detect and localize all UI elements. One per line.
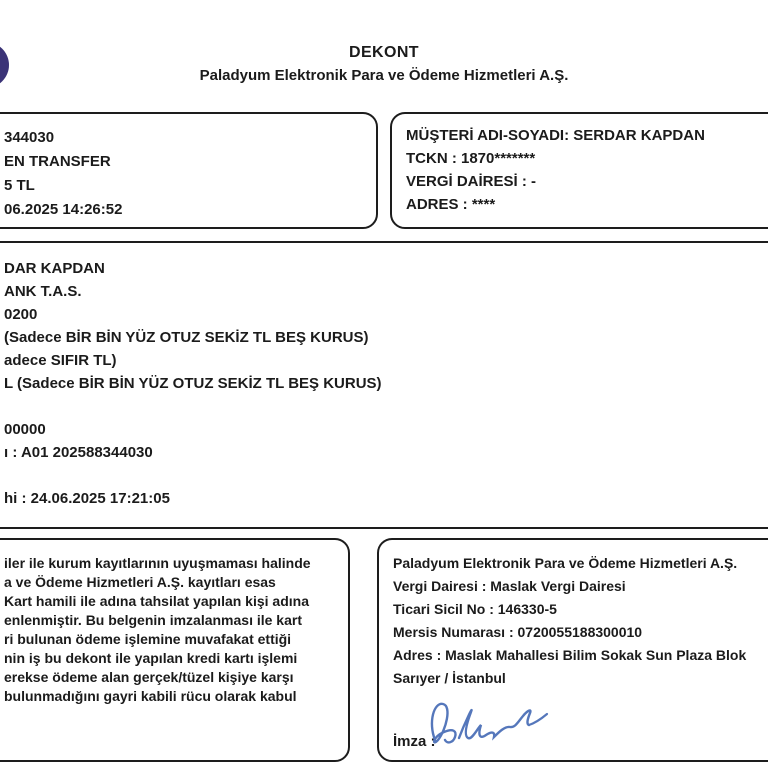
text-line: bulunmadığını gayri kabili rücu olarak kabul bbox=[4, 688, 297, 704]
transaction-info-text bbox=[4, 126, 122, 222]
transfer-details-box bbox=[0, 241, 768, 529]
document-header bbox=[0, 44, 768, 86]
header-company-name: Paladyum Elektronik Para ve Ödeme Hizmetleri A.Ş. bbox=[199, 67, 569, 84]
text-line: 06.2025 14:26:52 bbox=[4, 201, 123, 218]
text-line: ri bulunan ödeme işlemine muvafakat ettiği bbox=[4, 631, 292, 647]
text-line: ı : A01 202588344030 bbox=[4, 444, 153, 461]
text-line: ANK T.A.S. bbox=[4, 283, 82, 300]
text-line: TCKN : 1870******* bbox=[406, 150, 536, 167]
text-line: 5 TL bbox=[4, 177, 35, 194]
text-line: Ticari Sicil No : 146330-5 bbox=[393, 601, 557, 617]
customer-info-box bbox=[390, 112, 768, 229]
company-registry-text bbox=[393, 552, 746, 690]
text-line: Paladyum Elektronik Para ve Ödeme Hizmetleri A.Ş. bbox=[393, 555, 738, 571]
text-line: iler ile kurum kayıtlarının uyuşmaması halinde bbox=[4, 555, 311, 571]
signature-label: İmza : bbox=[393, 733, 436, 750]
text-line: Kart hamili ile adına tahsilat yapılan kişi adına bbox=[4, 593, 309, 609]
text-line: EN TRANSFER bbox=[4, 153, 111, 170]
document-title: DEKONT bbox=[349, 44, 419, 61]
company-registry-box bbox=[377, 538, 768, 762]
text-line: enlenmiştir. Bu belgenin imzalanması ile kart bbox=[4, 612, 302, 628]
text-line: Vergi Dairesi : Maslak Vergi Dairesi bbox=[393, 578, 626, 594]
text-line: MÜŞTERİ ADI-SOYADI: SERDAR KAPDAN bbox=[406, 127, 705, 144]
text-line: hi : 24.06.2025 17:21:05 bbox=[4, 490, 170, 507]
customer-info-text bbox=[406, 124, 705, 216]
text-line: VERGİ DAİRESİ : - bbox=[406, 173, 537, 190]
text-line: (Sadece BİR BİN YÜZ OTUZ SEKİZ TL BEŞ KURUS) bbox=[4, 329, 369, 346]
text-line: a ve Ödeme Hizmetleri A.Ş. kayıtları esas bbox=[4, 574, 276, 590]
text-line: 0200 bbox=[4, 306, 38, 323]
text-line bbox=[4, 395, 382, 418]
text-line: adece SIFIR TL) bbox=[4, 352, 117, 369]
text-line: 00000 bbox=[4, 421, 46, 438]
transfer-details-text bbox=[4, 257, 382, 510]
text-line: DAR KAPDAN bbox=[4, 260, 105, 277]
text-line: ADRES : **** bbox=[406, 196, 496, 213]
text-line: 344030 bbox=[4, 129, 55, 146]
text-line: Sarıyer / İstanbul bbox=[393, 670, 506, 686]
text-line: nin iş bu dekont ile yapılan kredi kartı işlemi bbox=[4, 650, 298, 666]
text-line: Adres : Maslak Mahallesi Bilim Sokak Sun Plaza Blok bbox=[393, 647, 747, 663]
handwritten-signature bbox=[423, 692, 555, 758]
transaction-info-box bbox=[0, 112, 378, 229]
terms-text bbox=[4, 554, 311, 706]
text-line bbox=[4, 464, 382, 487]
text-line: L (Sadece BİR BİN YÜZ OTUZ SEKİZ TL BEŞ KURUS) bbox=[4, 375, 382, 392]
text-line: erekse ödeme alan gerçek/tüzel kişiye karşı bbox=[4, 669, 294, 685]
text-line: Mersis Numarası : 0720055188300010 bbox=[393, 624, 643, 640]
terms-box bbox=[0, 538, 350, 762]
